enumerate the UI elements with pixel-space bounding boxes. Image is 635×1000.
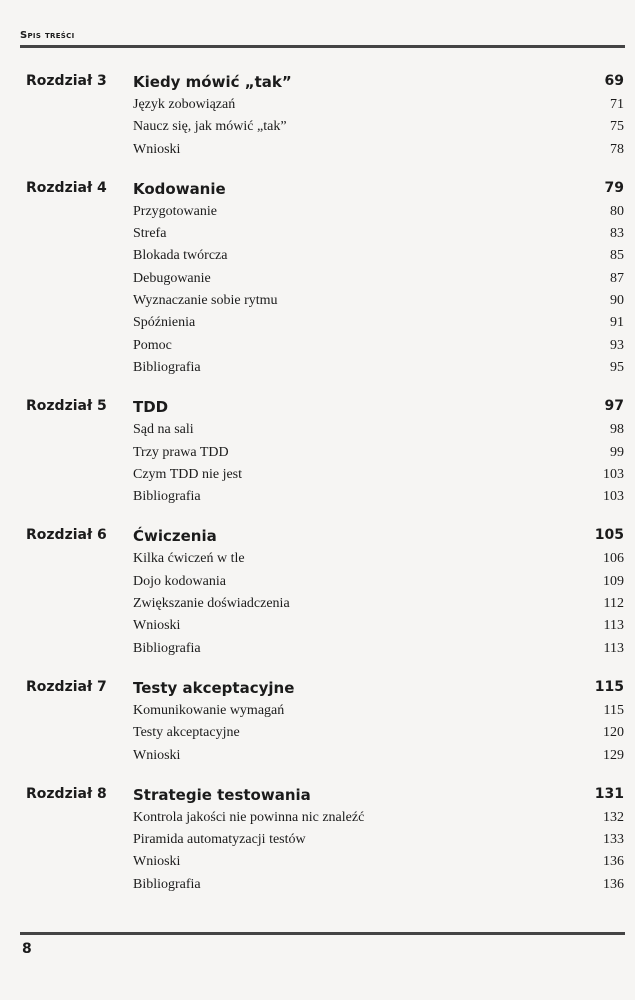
section-row — [0, 830, 635, 852]
section-title: Bibliografia — [133, 640, 201, 656]
section-page: 103 — [603, 489, 624, 505]
section-row — [0, 202, 635, 224]
chapter-label: Rozdział 7 — [26, 678, 107, 695]
section-title: Strefa — [133, 226, 167, 242]
section-title: Pomoc — [133, 337, 172, 353]
section-row — [0, 616, 635, 638]
section-page: 99 — [610, 444, 624, 460]
page-number: 8 — [22, 941, 32, 957]
header-rule — [20, 45, 625, 48]
chapter-title: Ćwiczenia — [133, 527, 217, 546]
section-title: Testy akceptacyjne — [133, 725, 240, 741]
section-page: 106 — [603, 551, 624, 567]
section-row — [0, 443, 635, 465]
section-row — [0, 336, 635, 358]
section-page: 90 — [610, 293, 624, 309]
chapter-row — [0, 677, 635, 701]
section-page: 103 — [603, 466, 624, 482]
section-row — [0, 875, 635, 897]
chapter-block — [0, 677, 635, 768]
section-row — [0, 852, 635, 874]
chapter-block — [0, 784, 635, 897]
chapter-title: Strategie testowania — [133, 785, 311, 804]
section-title: Wnioski — [133, 747, 181, 763]
section-page: 132 — [603, 809, 624, 825]
section-title: Spóźnienia — [133, 315, 196, 331]
section-page: 91 — [610, 315, 624, 331]
section-title: Wnioski — [133, 141, 181, 157]
chapter-page: 131 — [594, 785, 624, 802]
section-title: Sąd na sali — [133, 422, 194, 438]
chapter-label: Rozdział 6 — [26, 527, 107, 544]
section-page: 120 — [603, 725, 624, 741]
section-row — [0, 723, 635, 745]
section-row — [0, 313, 635, 335]
section-row — [0, 420, 635, 442]
section-title: Debugowanie — [133, 270, 211, 286]
chapter-title: Kodowanie — [133, 179, 226, 198]
section-title: Kilka ćwiczeń w tle — [133, 551, 245, 567]
chapter-block — [0, 71, 635, 162]
section-page: 112 — [603, 596, 624, 612]
section-page: 85 — [610, 248, 624, 264]
chapter-page: 105 — [594, 527, 624, 544]
section-page: 133 — [603, 832, 624, 848]
section-title: Piramida automatyzacji testów — [133, 832, 306, 848]
running-header: Spis treści — [20, 30, 75, 41]
chapter-row — [0, 178, 635, 202]
section-row — [0, 701, 635, 723]
section-row — [0, 291, 635, 313]
section-title: Bibliografia — [133, 359, 201, 375]
chapter-label: Rozdział 3 — [26, 73, 107, 89]
section-page: 78 — [610, 141, 624, 157]
section-row — [0, 465, 635, 487]
section-row — [0, 594, 635, 616]
section-page: 115 — [603, 702, 624, 718]
section-row — [0, 808, 635, 830]
section-title: Przygotowanie — [133, 203, 217, 219]
chapter-block — [0, 525, 635, 660]
section-title: Bibliografia — [133, 876, 201, 892]
section-title: Trzy prawa TDD — [133, 444, 229, 460]
chapter-page: 79 — [604, 179, 624, 196]
section-title: Kontrola jakości nie powinna nic znaleźć — [133, 809, 365, 825]
section-title: Czym TDD nie jest — [133, 466, 243, 482]
section-page: 113 — [603, 640, 624, 656]
section-title: Zwiększanie doświadczenia — [133, 596, 290, 612]
section-title: Naucz się, jak mówić „tak” — [133, 119, 287, 135]
section-page: 75 — [610, 119, 624, 135]
chapter-block — [0, 178, 635, 380]
chapter-page: 115 — [594, 678, 624, 695]
section-page: 93 — [610, 337, 624, 353]
chapter-title: Kiedy mówić „tak” — [133, 73, 292, 91]
section-page: 95 — [610, 359, 624, 375]
section-row — [0, 549, 635, 571]
section-title: Wyznaczanie sobie rytmu — [133, 293, 278, 309]
section-page: 136 — [603, 876, 624, 892]
section-row — [0, 358, 635, 380]
chapter-row — [0, 525, 635, 549]
chapter-page: 69 — [604, 73, 624, 89]
section-row — [0, 572, 635, 594]
section-row — [0, 246, 635, 268]
table-of-contents — [0, 71, 635, 897]
chapter-block — [0, 396, 635, 509]
section-page: 136 — [603, 854, 624, 870]
chapter-title: Testy akceptacyjne — [133, 678, 295, 697]
section-row — [0, 224, 635, 246]
section-page: 71 — [610, 97, 624, 112]
section-page: 129 — [603, 747, 624, 763]
section-title: Wnioski — [133, 854, 181, 870]
section-title: Bibliografia — [133, 489, 201, 505]
section-title: Wnioski — [133, 618, 181, 634]
section-title: Komunikowanie wymagań — [133, 702, 285, 718]
section-title: Dojo kodowania — [133, 573, 226, 589]
chapter-row — [0, 71, 635, 95]
section-row — [0, 746, 635, 768]
section-row — [0, 117, 635, 139]
section-row — [0, 639, 635, 661]
section-page: 87 — [610, 270, 624, 286]
chapter-row — [0, 396, 635, 420]
section-page: 80 — [610, 203, 624, 219]
section-row — [0, 140, 635, 162]
chapter-label: Rozdział 4 — [26, 179, 107, 196]
chapter-title: TDD — [133, 398, 169, 417]
section-page: 109 — [603, 573, 624, 589]
chapter-label: Rozdział 5 — [26, 398, 107, 415]
section-title: Język zobowiązań — [133, 97, 236, 112]
footer-rule — [20, 932, 625, 935]
chapter-label: Rozdział 8 — [26, 785, 107, 802]
section-row — [0, 269, 635, 291]
section-page: 83 — [610, 226, 624, 242]
section-page: 113 — [603, 618, 624, 634]
section-page: 98 — [610, 422, 624, 438]
section-row — [0, 95, 635, 117]
chapter-row — [0, 784, 635, 808]
chapter-page: 97 — [604, 398, 624, 415]
section-title: Blokada twórcza — [133, 248, 228, 264]
section-row — [0, 487, 635, 509]
